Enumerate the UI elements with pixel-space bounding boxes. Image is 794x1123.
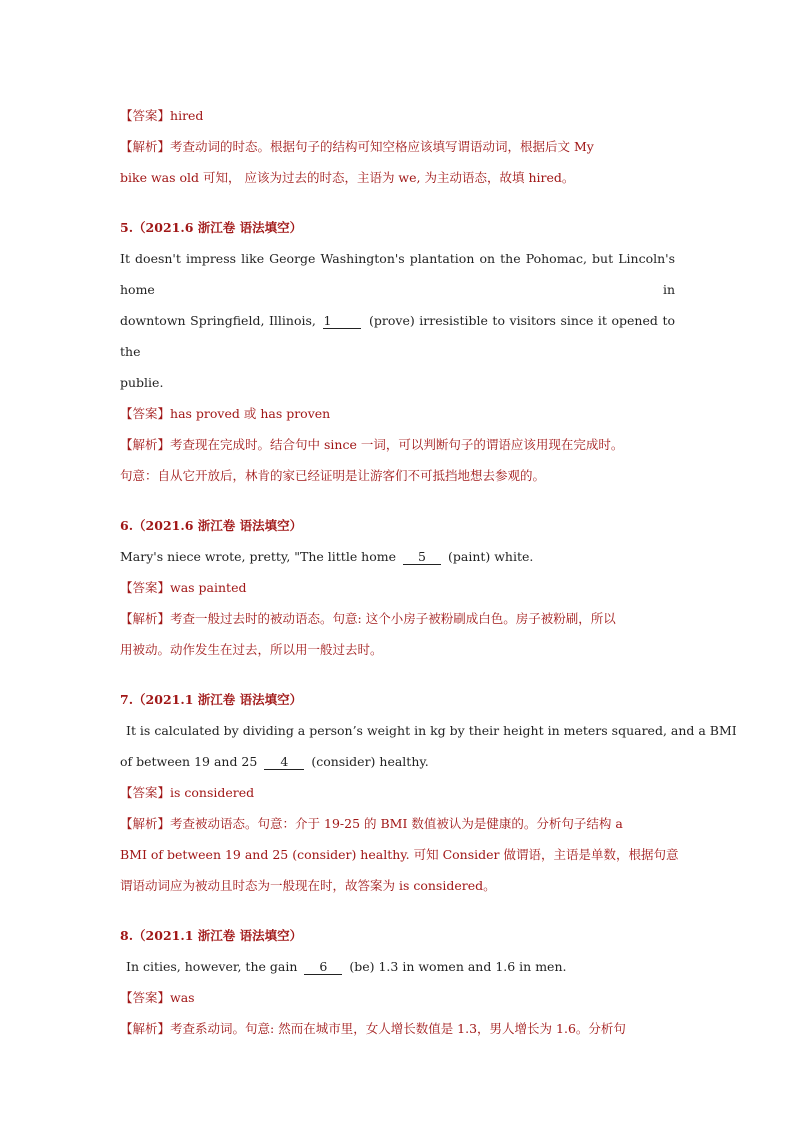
answer-text: has proved 或 has proven	[170, 406, 331, 421]
q6-analysis-line-2: 用被动。动作发生在过去，所以用一般过去时。	[120, 642, 383, 657]
analysis-text: 考查动词的时态。根据句子的结构可知空格应该填写谓语动词，根据后文 My	[170, 139, 594, 154]
q8-analysis-line-1	[120, 1013, 675, 1044]
question-text: Mary's niece wrote, pretty, "The little home	[120, 549, 397, 564]
question-text: of between 19 and 25	[120, 754, 258, 769]
answer-text: hired	[170, 108, 204, 123]
answer-text: was	[170, 990, 195, 1005]
question-5-title: 5.（2021.6 浙江卷 语法填空）	[120, 220, 303, 235]
question-text: (consider) healthy.	[311, 754, 429, 769]
question-6-title: 6.（2021.6 浙江卷 语法填空）	[120, 518, 303, 533]
analysis-text: 考查系动词。句意: 然而在城市里，女人增长数值是 1.3，男人增长为 1.6。分析句	[170, 1021, 626, 1036]
question-7-text-line-1: It is calculated by dividing a person’s weight in kg by their height in meters squared, and a BMI	[126, 723, 737, 738]
question-8-title: 8.（2021.1 浙江卷 语法填空）	[120, 928, 303, 943]
q8-answer-line	[120, 982, 675, 1013]
analysis-text: 考查现在完成时。结合句中 since 一词，可以判断句子的谓语应该用现在完成时。	[170, 437, 624, 452]
answer-tag: 【答案】	[120, 406, 171, 421]
question-text: (prove) irresistible to visitors since it opened to the	[120, 313, 675, 359]
question-5-text-line-2	[120, 305, 675, 367]
q6-answer-line	[120, 572, 675, 603]
analysis-tag: 【解析】	[120, 611, 171, 626]
question-8-text	[120, 951, 675, 982]
q6-analysis-line-1	[120, 603, 675, 634]
question-text: (paint) white.	[447, 549, 534, 564]
q7-analysis-line-1	[120, 808, 675, 839]
question-5-text-line-3: publie.	[120, 375, 164, 390]
answer-tag: 【答案】	[120, 108, 171, 123]
question-5-text-line-1: It doesn't impress like George Washington's plantation on the Pohomac, but Lincoln's home in	[120, 251, 675, 297]
question-text: downtown Springfield, Illinois,	[120, 313, 316, 328]
q4-answer-line	[120, 100, 675, 131]
q7-answer-line	[120, 777, 675, 808]
analysis-tag: 【解析】	[120, 1021, 171, 1036]
analysis-text: 考查一般过去时的被动语态。句意: 这个小房子被粉刷成白色。房子被粉刷，所以	[170, 611, 616, 626]
analysis-text: 考查被动语态。句意：介于 19-25 的 BMI 数值被认为是健康的。分析句子结构 a	[170, 816, 623, 831]
answer-blank[interactable]: 5	[403, 550, 441, 565]
q5-analysis-line-1	[120, 429, 675, 460]
q7-analysis-line-3: 谓语动词应为被动且时态为一般现在时，故答案为 is considered。	[120, 878, 496, 893]
answer-blank[interactable]: 1	[323, 314, 361, 329]
analysis-tag: 【解析】	[120, 437, 171, 452]
answer-text: was painted	[170, 580, 247, 595]
answer-text: is considered	[170, 785, 255, 800]
q5-answer-line	[120, 398, 675, 429]
answer-blank[interactable]: 6	[304, 960, 342, 975]
analysis-tag: 【解析】	[120, 816, 171, 831]
question-6-text	[120, 541, 675, 572]
answer-blank[interactable]: 4	[264, 755, 304, 770]
answer-tag: 【答案】	[120, 580, 171, 595]
question-7-text-line-2	[120, 746, 675, 777]
question-text: (be) 1.3 in women and 1.6 in men.	[349, 959, 567, 974]
document-page	[120, 100, 737, 1044]
answer-tag: 【答案】	[120, 785, 171, 800]
q4-analysis-line-1	[120, 131, 675, 162]
q7-analysis-line-2: BMI of between 19 and 25 (consider) healthy. 可知 Consider 做谓语，主语是单数，根据句意	[120, 847, 679, 862]
q4-analysis-line-2: bike was old 可知， 应该为过去的时态，主语为 we, 为主动语态，故填 hired。	[120, 170, 575, 185]
analysis-tag: 【解析】	[120, 139, 171, 154]
q5-analysis-line-2: 句意：自从它开放后，林肯的家已经证明是让游客们不可抵挡地想去参观的。	[120, 468, 546, 483]
question-text: In cities, however, the gain	[126, 959, 298, 974]
question-7-title: 7.（2021.1 浙江卷 语法填空）	[120, 692, 303, 707]
answer-tag: 【答案】	[120, 990, 171, 1005]
